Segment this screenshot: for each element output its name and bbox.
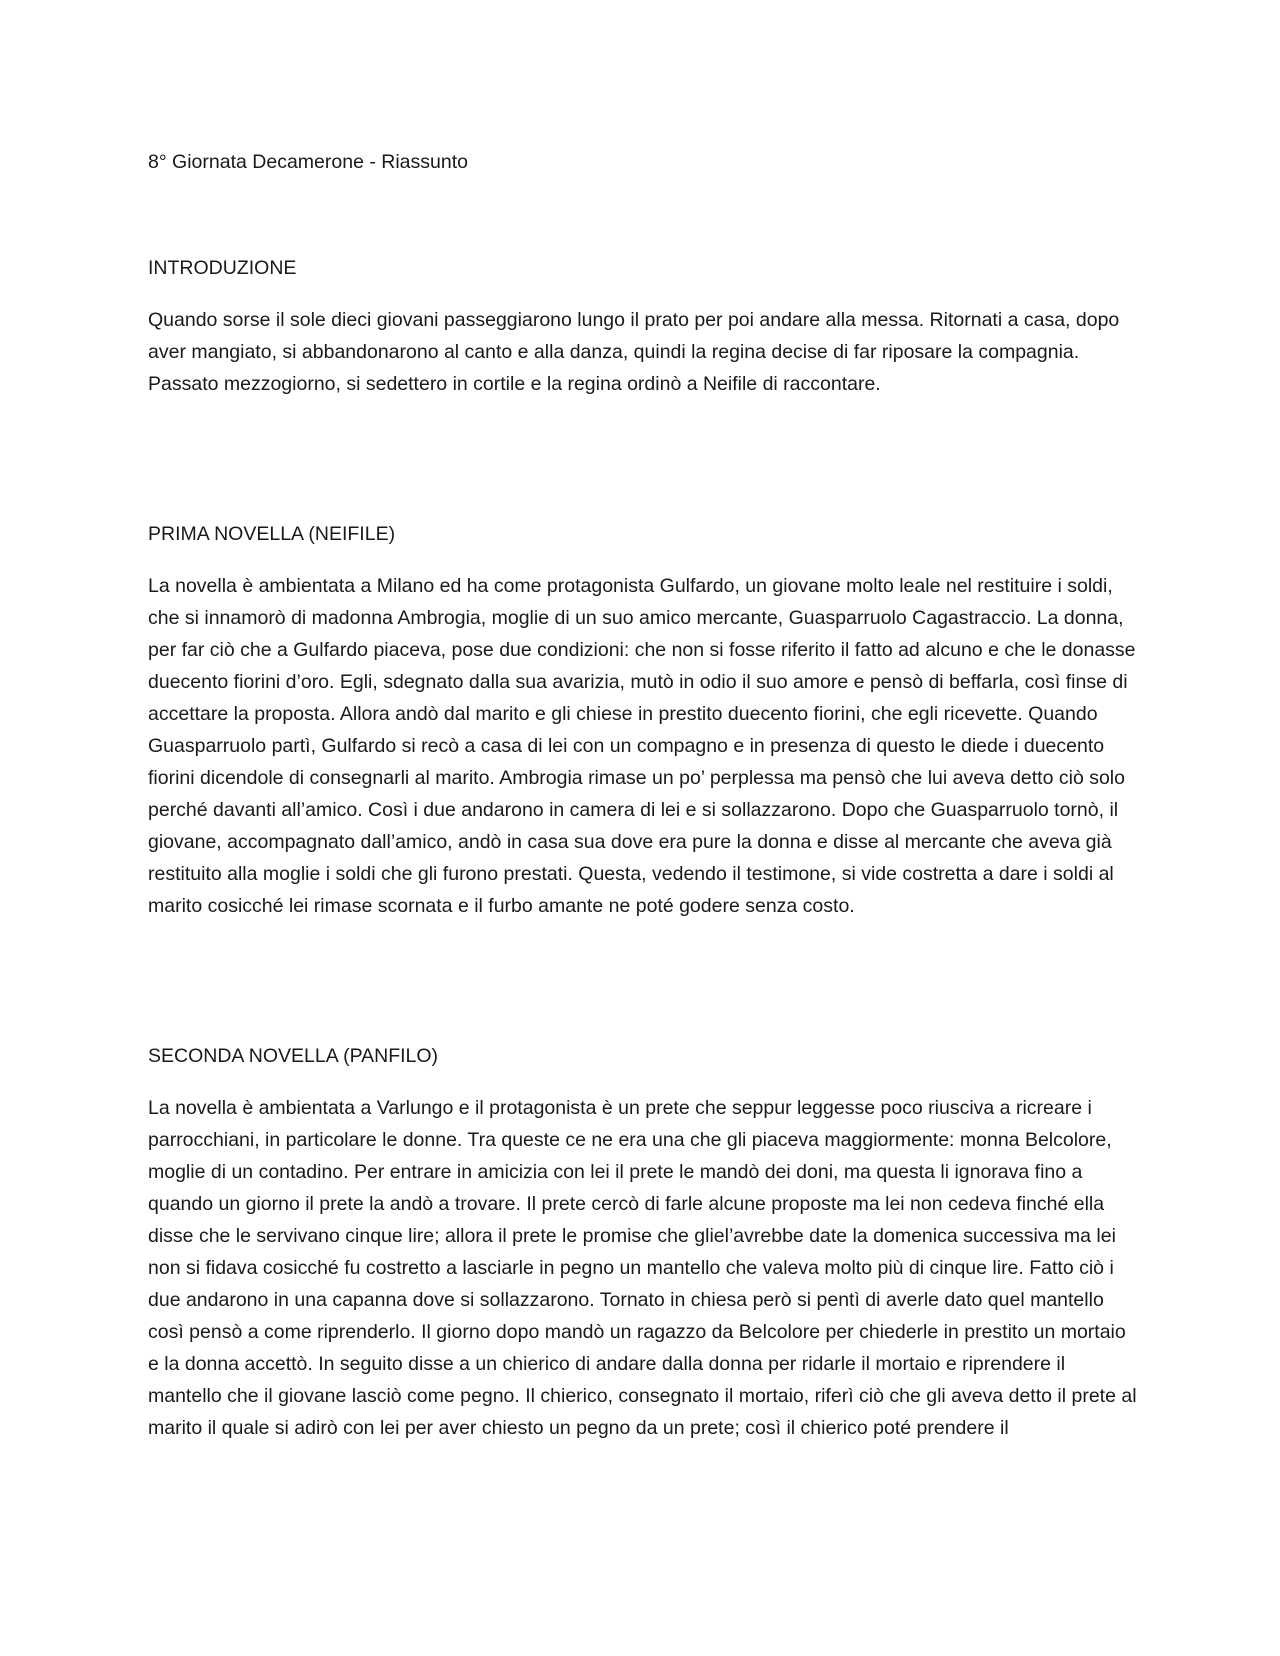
section-paragraph: Quando sorse il sole dieci giovani passeggiarono lungo il prato per poi andare alla messa. Ritornati a casa, dopo aver mangiato, si abbandonarono al canto e alla danza, quindi la regina decise di far riposare la compagnia. Passato mezzogiorno, si sedettero in cortile e la regina ordinò a Neifile di raccontare. — [148, 309, 1120, 395]
document-page — [148, 146, 1138, 1444]
section-paragraph: La novella è ambientata a Varlungo e il protagonista è un prete che seppur leggesse poco riusciva a ricreare i parrocchiani, in particolare le donne. Tra queste ce ne era una che gli piaceva maggiormente: monna Belcolore, moglie di un contadino. Per entrare in amicizia con lei il prete le mandò dei doni, ma questa li ignorava fino a quando un giorno il prete la andò a trovare. Il prete cercò di farle alcune proposte ma lei non cedeva finché ella disse che le servivano cinque lire; allora il prete le promise che gliel’avrebbe date la domenica successiva ma lei non si fidava cosicché fu costretto a lasciarle in pegno un mantello che valeva molto più di cinque lire. Fatto ciò i due andarono in una capanna dove si sollazzarono. Tornato in chiesa però si pentì di averle dato quel mantello così pensò a come riprenderlo. Il giorno dopo mandò un ragazzo da Belcolore per chiederle in prestito un mortaio e la donna accettò. In seguito disse a un chierico di andare dalla donna per ridarle il mortaio e riprendere il mantello che il giovane lasciò come pegno. Il chierico, consegnato il mortaio, riferì ciò che gli aveva detto il prete al marito il quale si adirò con lei per aver chiesto un pegno da un prete; così il chierico poté prendere il — [148, 1097, 1137, 1439]
section-heading: SECONDA NOVELLA (PANFILO) — [148, 1045, 439, 1067]
section-heading: INTRODUZIONE — [148, 257, 297, 279]
section-heading: PRIMA NOVELLA (NEIFILE) — [148, 523, 396, 545]
section-paragraph: La novella è ambientata a Milano ed ha come protagonista Gulfardo, un giovane molto leale nel restituire i soldi, che si innamorò di madonna Ambrogia, moglie di un suo amico mercante, Guasparruolo Cagastraccio. La donna, per far ciò che a Gulfardo piaceva, pose due condizioni: che non si fosse riferito il fatto ad alcuno e che le donasse duecento fiorini d’oro. Egli, sdegnato dalla sua avarizia, mutò in odio il suo amore e pensò di beffarla, così finse di accettare la proposta. Allora andò dal marito e gli chiese in prestito duecento fiorini, che egli ricevette. Quando Guasparruolo partì, Gulfardo si recò a casa di lei con un compagno e in presenza di questo le diede i duecento fiorini dicendole di consegnarli al marito. Ambrogia rimase un po’ perplessa ma pensò che lui aveva detto ciò solo perché davanti all’amico. Così i due andarono in camera di lei e si sollazzarono. Dopo che Guasparruolo tornò, il giovane, accompagnato dall’amico, andò in casa sua dove era pure la donna e disse al mercante che aveva già restituito alla moglie i soldi che gli furono prestati. Questa, vedendo il testimone, si vide costretta a dare i soldi al marito cosicché lei rimase scornata e il furbo amante ne poté godere senza costo. — [148, 575, 1136, 917]
section-prima-novella — [148, 518, 1138, 922]
document-title: 8° Giornata Decamerone - Riassunto — [148, 151, 468, 173]
section-seconda-novella — [148, 1040, 1138, 1444]
section-introduzione — [148, 252, 1138, 400]
